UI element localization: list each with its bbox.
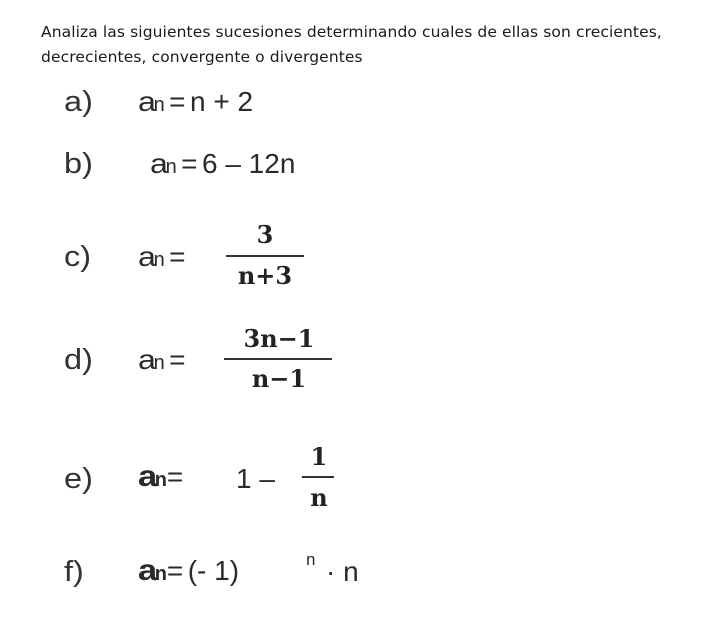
base-expression: (- 1) bbox=[187, 555, 240, 586]
sequence-item-b bbox=[0, 148, 720, 228]
term-sub: n bbox=[153, 352, 165, 374]
formula bbox=[138, 86, 253, 118]
lead-term: 1 – bbox=[236, 463, 275, 494]
item-label: b) bbox=[64, 148, 93, 180]
term-sub: n bbox=[153, 94, 165, 116]
term-a: a bbox=[138, 241, 156, 272]
term-a: a bbox=[138, 86, 156, 117]
term-sub: n bbox=[154, 563, 167, 585]
item-label: f) bbox=[64, 556, 84, 588]
term-sub: n bbox=[153, 249, 165, 271]
tail-expression: · n bbox=[326, 556, 359, 587]
formula bbox=[138, 554, 239, 588]
item-label: c) bbox=[64, 241, 92, 273]
equals-sign: = bbox=[169, 344, 186, 375]
formula-lhs bbox=[138, 241, 186, 273]
sequence-item-c bbox=[0, 220, 720, 300]
formula bbox=[150, 148, 295, 180]
item-label: a) bbox=[64, 86, 93, 118]
item-label: d) bbox=[64, 344, 93, 376]
fraction-denominator: n bbox=[310, 483, 328, 512]
fraction-bar bbox=[224, 358, 332, 360]
sequence-item-e bbox=[0, 442, 720, 522]
fraction-numerator: 1 bbox=[310, 442, 328, 471]
equals-sign: = bbox=[166, 555, 184, 586]
equals-sign: = bbox=[169, 241, 186, 272]
term-a: a bbox=[150, 148, 168, 179]
equals-sign: = bbox=[169, 86, 186, 117]
item-label: e) bbox=[64, 463, 93, 495]
rhs-expression: 6 – 12n bbox=[201, 148, 296, 179]
fraction-denominator: n+3 bbox=[237, 261, 293, 290]
term-sub: n bbox=[165, 156, 177, 178]
formula-lhs bbox=[138, 344, 186, 376]
formula-lhs bbox=[138, 460, 183, 494]
equals-sign: = bbox=[166, 461, 184, 492]
rhs-expression: n + 2 bbox=[189, 86, 254, 117]
fraction-numerator: 3 bbox=[256, 220, 274, 249]
sequence-item-d bbox=[0, 324, 720, 404]
term-a: a bbox=[138, 460, 158, 493]
fraction-numerator: 3n−1 bbox=[243, 324, 315, 353]
term-sub: n bbox=[154, 469, 167, 491]
term-a: a bbox=[138, 344, 156, 375]
fraction-bar bbox=[226, 255, 304, 257]
fraction-denominator: n−1 bbox=[251, 364, 307, 393]
instructions-text: Analiza las siguientes sucesiones determinando cuales de ellas son crecientes, decrecientes, convergente o divergentes bbox=[41, 23, 662, 66]
equals-sign: = bbox=[181, 148, 198, 179]
sequence-item-f bbox=[0, 550, 720, 636]
fraction-bar bbox=[302, 476, 334, 478]
term-a: a bbox=[138, 554, 158, 587]
exponent: n bbox=[306, 550, 316, 569]
